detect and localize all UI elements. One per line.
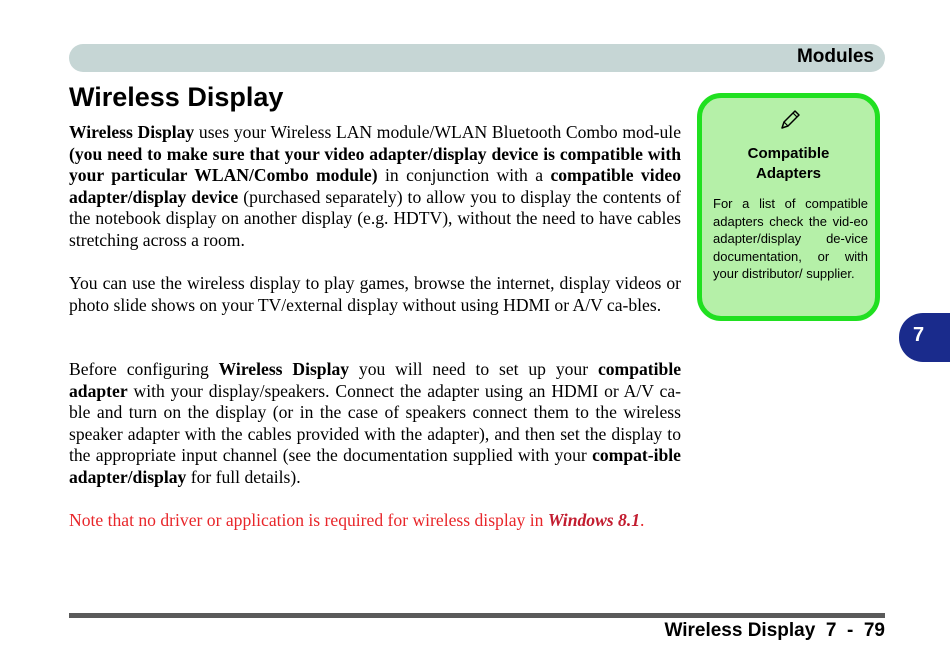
note-text: Note that no driver or application is required for wireless display in [69, 510, 548, 530]
chapter-tab-label: 7 [913, 324, 925, 346]
paragraph-usage [69, 273, 681, 316]
paragraph-intro [69, 122, 681, 252]
note-end: . [640, 510, 645, 530]
footer-page-label: Wireless Display 7 - 79 [664, 620, 885, 641]
setup-text-3: with your display/speakers. Connect the adapter using an HDMI or A/V ca-ble and turn on the display (or in the case of speakers connect them to the wireless speaker adapter with the cables provided with the adapter), and then set the display to the appropriate input channel (see the documentation supplied with your [69, 380, 681, 466]
setup-text-2: you will need to set up your [349, 359, 598, 379]
header-title: Modules [796, 46, 874, 67]
intro-text-1: uses your Wireless LAN module/WLAN Bluetooth Combo mod-ule [194, 122, 682, 142]
chapter-tab [899, 313, 950, 362]
intro-text-3: (purchased separately) to allow you to display the contents of the notebook display on another display (e.g. HDTV), without the need to have cables stretching across a room. [69, 186, 681, 250]
setup-bold-term: Wireless Display [218, 359, 350, 379]
note-paragraph [69, 510, 681, 532]
header-bar [69, 44, 885, 72]
intro-bold-warning: (you need to make sure that your video adapter/display device is compatible with your particular WLAN/Combo module) [69, 143, 681, 186]
sidebar-note-box [697, 93, 880, 321]
setup-text-1: Before configuring [69, 359, 219, 379]
sidebar-heading [702, 144, 875, 184]
intro-bold-term: Wireless Display [69, 122, 195, 142]
setup-text-4: for full details). [186, 466, 301, 487]
sidebar-heading-line2: Adapters [755, 165, 822, 182]
intro-bold-device: compatible video adapter/display device [69, 165, 681, 207]
intro-text-2: in conjunction with a [377, 165, 551, 186]
setup-bold-adapter: compatible adapter [69, 359, 682, 401]
setup-bold-display: compat-ible adapter/display [69, 445, 681, 487]
section-title: Wireless Display [69, 82, 284, 112]
sidebar-text: For a list of compatible adapters check the vid-eo adapter/display de-vice documentation, or with your distributor/ supplier. [713, 196, 868, 282]
footer-rule [69, 613, 885, 618]
pencil-icon [778, 108, 802, 132]
sidebar-heading-line1: Compatible [747, 145, 830, 162]
note-emphasis: Windows 8.1 [547, 510, 641, 530]
paragraph-setup [69, 359, 681, 489]
usage-text: You can use the wireless display to play games, browse the internet, display videos or photo slide shows on your TV/external display without using HDMI or A/V ca-bles. [69, 273, 681, 315]
